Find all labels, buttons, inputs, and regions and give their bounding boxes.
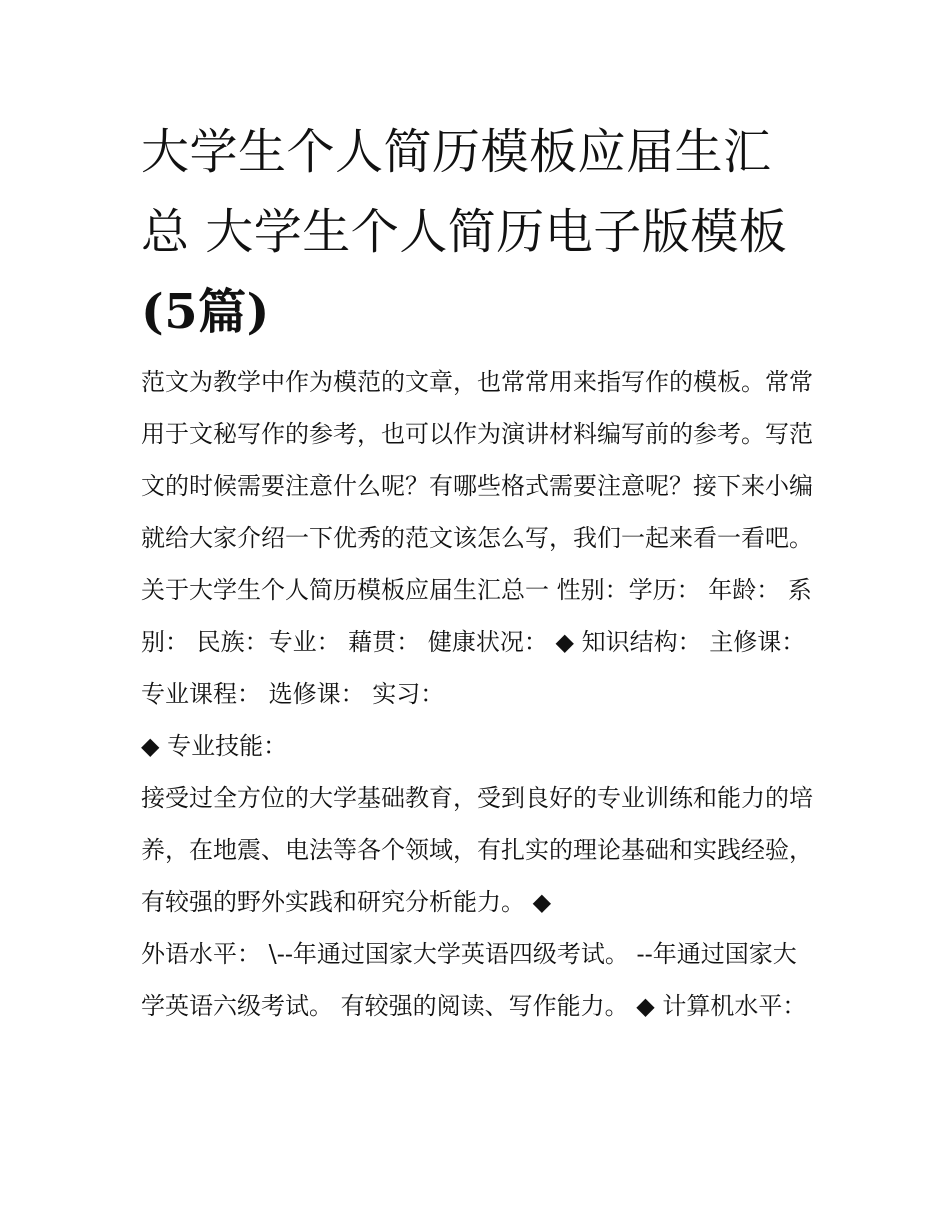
skills-heading: ◆ 专业技能：: [141, 732, 288, 760]
skills-paragraph: 接受过全方位的大学基础教育，受到良好的专业训练和能力的培养，在地震、电法等各个领域，有扎实的理论基础和实践经验，有较强的野外实践和研究分析能力。 ◆: [141, 784, 813, 916]
resume-fields-paragraph: 关于大学生个人简历模板应届生汇总一 性别：学历： 年龄： 系别： 民族：专业： 藉贯： 健康状况： ◆ 知识结构： 主修课： 专业课程： 选修课： 实习：: [141, 576, 812, 708]
intro-paragraph: 范文为教学中作为模范的文章，也常常用来指写作的模板。常常用于文秘写作的参考，也可以作为演讲材料编写前的参考。写范文的时候需要注意什么呢？有哪些格式需要注意呢？接下来小编就给大家介绍一下优秀的范文该怎么写，我们一起来看一看吧。: [141, 368, 813, 552]
title-line-1: 大学生个人简历模板应届生汇: [141, 124, 772, 180]
title-line-2: 总 大学生个人简历电子版模板: [141, 204, 788, 260]
title-line-3: (5篇): [141, 284, 270, 340]
language-paragraph: 外语水平： \--年通过国家大学英语四级考试。 --年通过国家大学英语六级考试。 有较强的阅读、写作能力。 ◆ 计算机水平：: [141, 940, 807, 1020]
document-title: [141, 112, 816, 352]
